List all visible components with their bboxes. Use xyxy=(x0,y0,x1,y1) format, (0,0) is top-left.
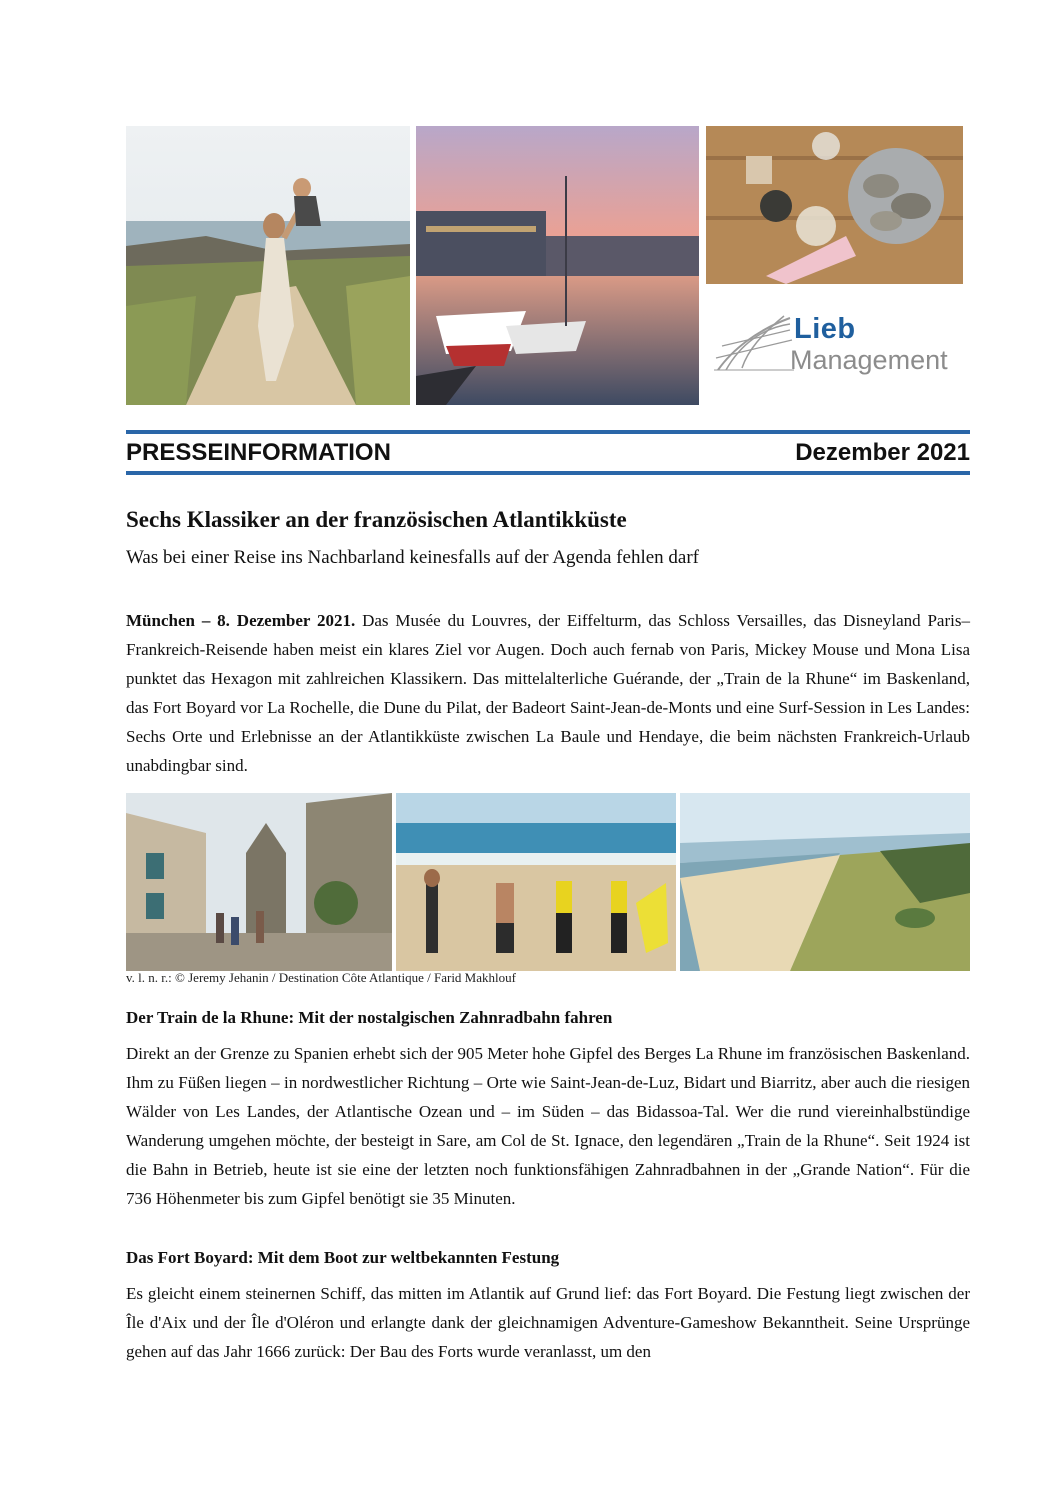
press-label: PRESSEINFORMATION xyxy=(126,439,391,466)
section-text-fort-boyard: Es gleicht einem steinernen Schiff, das mitten im Atlantik auf Grund lief: das Fort Boyard. Die Festung liegt zwischen der Île d'Aix und der Île d'Oléron und erlangte dank der gleichnamigen Adventure-Gameshow Bekanntheit. Seine Ursprünge gehen auf das Jahr 1666 zurück: Der Bau des Forts wurde veranlasst, um den xyxy=(126,1284,970,1361)
photo-surfers-beach xyxy=(396,793,676,971)
photo-harbour-sunset xyxy=(416,126,699,405)
header-rule-bottom xyxy=(126,471,970,475)
photo-guerande-street xyxy=(126,793,392,971)
logo-text-lieb: Lieb xyxy=(794,313,856,345)
photo-dune-coastline xyxy=(680,793,970,971)
section-title-fort-boyard: Das Fort Boyard: Mit dem Boot zur weltbekannten Festung xyxy=(126,1248,560,1267)
intro-text: Das Musée du Louvres, der Eiffelturm, das Schloss Versailles, das Disneyland Paris– Frankreich-Reisende haben meist ein klares Ziel vor Augen. Doch auch fernab von Paris, Mickey Mouse und Mona Lisa punktet das Hexagon mit zahlreichen Klassikern. Das mittelalterliche Guérande, der „Train de la Rhune“ im Baskenland, das Fort Boyard vor La Rochelle, die Dune du Pilat, der Badeort Saint-Jean-de-Monts und eine Surf-Session in Les Landes: Sechs Orte und Erlebnisse an der Atlantikküste zwischen La Baule und Hendaye, die beim nächsten Frankreich-Urlaub unabdingbar sind. xyxy=(126,611,970,775)
photo-coast-mother-child xyxy=(126,126,410,405)
lieb-management-logo xyxy=(708,300,966,392)
logo-globe-icon xyxy=(712,310,794,374)
headline: Sechs Klassiker an der französischen Atlantikküste xyxy=(126,507,627,532)
intro-paragraph xyxy=(126,606,970,780)
subheadline: Was bei einer Reise ins Nachbarland keinesfalls auf der Agenda fehlen darf xyxy=(126,547,699,568)
intro-dateline: München – 8. Dezember 2021. xyxy=(126,611,356,630)
section-title-train-de-la-rhune: Der Train de la Rhune: Mit der nostalgischen Zahnradbahn fahren xyxy=(126,1008,613,1027)
press-date: Dezember 2021 xyxy=(795,439,970,466)
photo-caption: v. l. n. r.: © Jeremy Jehanin / Destination Côte Atlantique / Farid Makhlouf xyxy=(126,970,516,985)
photo-oysters-table xyxy=(706,126,963,284)
logo-text-management: Management xyxy=(790,345,948,375)
section-text-train-de-la-rhune: Direkt an der Grenze zu Spanien erhebt sich der 905 Meter hohe Gipfel des Berges La Rhune im französischen Baskenland. Ihm zu Füßen liegen – in nordwestlicher Richtung – Orte wie Saint-Jean-de-Luz, Bidart und Biarritz, aber auch die riesigen Wälder von Les Landes, der Atlantische Ozean und – im Süden – das Bidassoa-Tal. Wer die rund viereinhalbstündige Wanderung umgehen möchte, der besteigt in Sare, am Col de St. Ignace, den legendären „Train de la Rhune“. Seit 1924 ist die Bahn in Betrieb, heute ist sie eine der letzten noch funktionsfähigen Zahnradbahnen in der „Grande Nation“. Für die 736 Höhenmeter bis zum Gipfel benötigt sie 35 Minuten. xyxy=(126,1044,970,1208)
header-rule-top xyxy=(126,430,970,434)
